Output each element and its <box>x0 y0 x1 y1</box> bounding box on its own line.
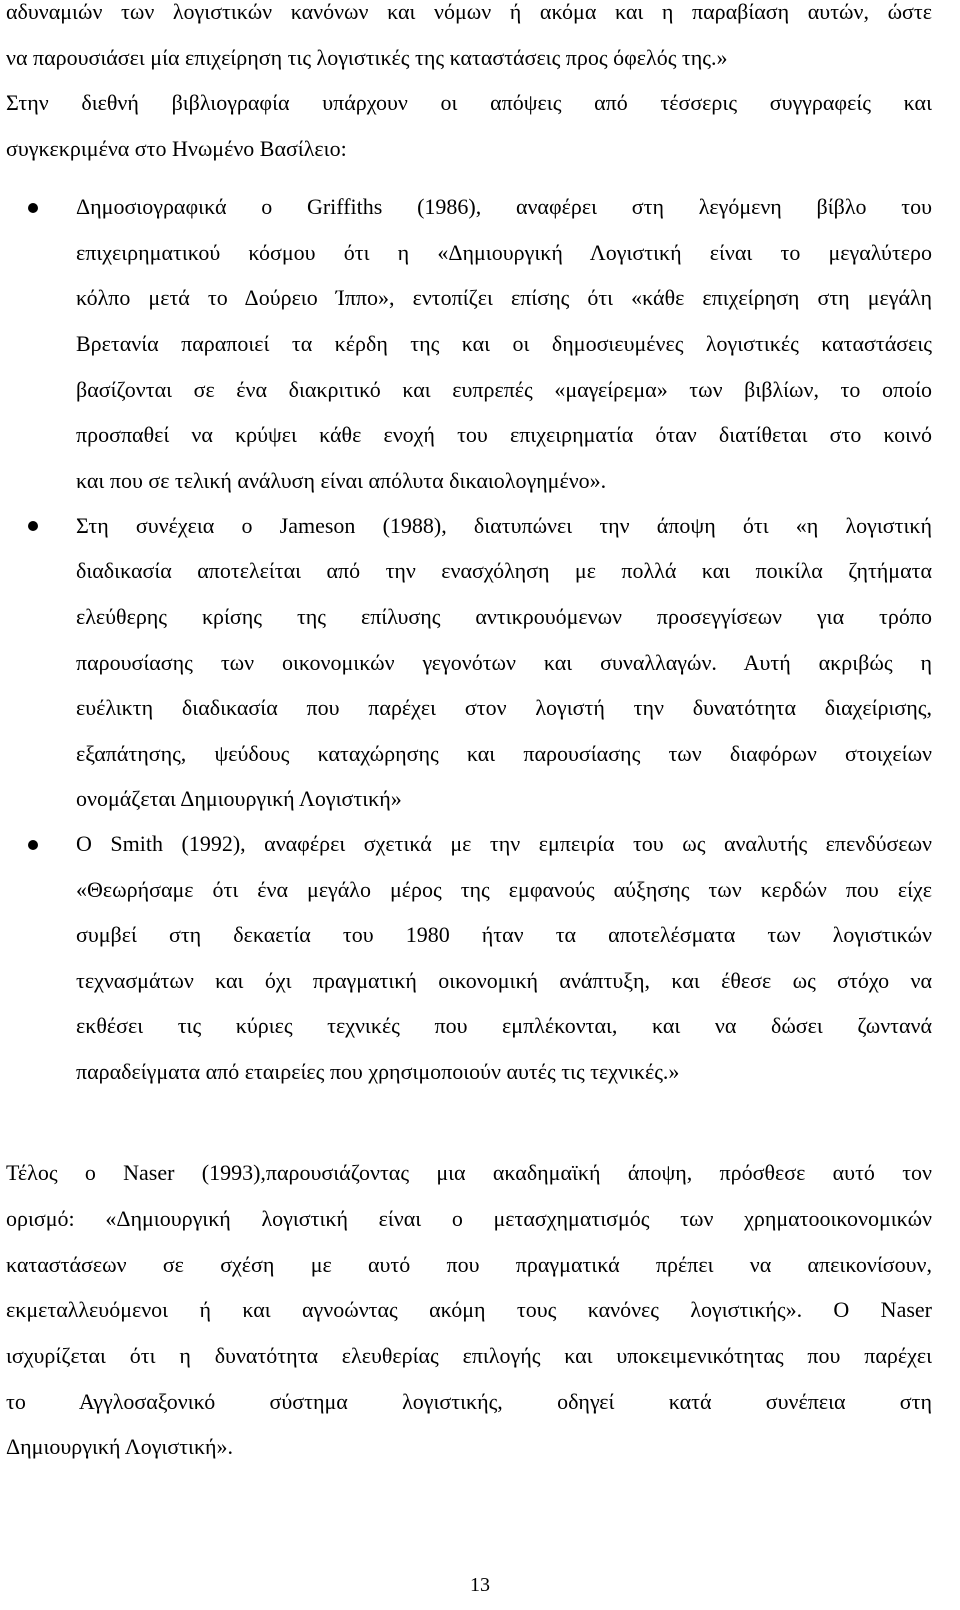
bullet-2-line: Στη συνέχεια ο Jameson (1988), διατυπώνει την άποψη ότι «η λογιστική <box>76 513 932 538</box>
bullet-3-line: «Θεωρήσαμε ότι ένα μεγάλο μέρος της εμφανούς αύξησης των κερδών που είχε <box>76 877 932 902</box>
bullet-2-line: εξαπάτησης, ψεύδους καταχώρησης και παρουσίασης των διαφόρων στοιχείων <box>76 741 932 766</box>
closing-line: Τέλος ο Naser (1993),παρουσιάζοντας μια ακαδημαϊκή άποψη, πρόσθεσε αυτό τον <box>6 1160 932 1185</box>
bullet-1-line: Δημοσιογραφικά ο Griffiths (1986), αναφέρει στη λεγόμενη βίβλο του <box>76 194 932 219</box>
bullet-2-line: ελεύθερης κρίσης της επίλυσης αντικρουόμενων προσεγγίσεων για τρόπο <box>76 604 932 629</box>
bullet-marker <box>28 521 38 531</box>
closing-line: το Αγγλοσαξονικό σύστημα λογιστικής, οδηγεί κατά συνέπεια στη <box>6 1389 932 1414</box>
closing-line: εκμεταλλευόμενοι ή και αγνοώντας ακόμη τους κανόνες λογιστικής». Ο Naser <box>6 1297 932 1322</box>
bullet-2-line: ονομάζεται Δημιουργική Λογιστική» <box>76 786 402 811</box>
page-number: 13 <box>470 1574 490 1596</box>
bullet-3-line: εκθέσει τις κύριες τεχνικές που εμπλέκονται, και να δώσει ζωντανά <box>76 1013 932 1038</box>
intro-line: να παρουσιάσει μία επιχείρηση τις λογιστικές της καταστάσεις προς όφελός της.» <box>6 45 728 70</box>
bullet-marker <box>28 203 38 213</box>
closing-line: Δημιουργική Λογιστική». <box>6 1434 234 1459</box>
intro-line: Στην διεθνή βιβλιογραφία υπάρχουν οι απόψεις από τέσσερις συγγραφείς και <box>6 90 932 115</box>
closing-line: καταστάσεων σε σχέση με αυτό που πραγματικά πρέπει να απεικονίσουν, <box>6 1252 932 1277</box>
bullet-1-line: προσπαθεί να κρύψει κάθε ενοχή του επιχειρηματία όταν διατίθεται στο κοινό <box>76 422 932 447</box>
bullet-2-line: διαδικασία αποτελείται από την ενασχόληση με πολλά και ποικίλα ζητήματα <box>76 558 932 583</box>
bullet-3-line: Ο Smith (1992), αναφέρει σχετικά με την εμπειρία του ως αναλυτής επενδύσεων <box>76 831 932 856</box>
closing-line: ορισμό: «Δημιουργική λογιστική είναι ο μετασχηματισμός των χρηματοοικονομικών <box>6 1206 932 1231</box>
bullet-1-line: επιχειρηματικού κόσμου ότι η «Δημιουργική Λογιστική είναι το μεγαλύτερο <box>76 240 932 265</box>
bullet-1-line: Βρετανία παραποιεί τα κέρδη της και οι δημοσιευμένες λογιστικές καταστάσεις <box>76 331 932 356</box>
bullet-1-line: κόλπο μετά το Δούρειο Ίππο», εντοπίζει επίσης ότι «κάθε επιχείρηση στη μεγάλη <box>76 285 932 310</box>
intro-line: συγκεκριμένα στο Ηνωμένο Βασίλειο: <box>6 136 347 161</box>
bullet-3-line: παραδείγματα από εταιρείες που χρησιμοποιούν αυτές τις τεχνικές.» <box>76 1059 680 1084</box>
bullet-3-line: συμβεί στη δεκαετία του 1980 ήταν τα αποτελέσματα των λογιστικών <box>76 922 932 947</box>
bullet-1-line: και που σε τελική ανάλυση είναι απόλυτα δικαιολογημένο». <box>76 468 607 493</box>
closing-line: ισχυρίζεται ότι η δυνατότητα ελευθερίας επιλογής και υποκειμενικότητας που παρέχει <box>6 1343 932 1368</box>
bullet-2-line: ευέλικτη διαδικασία που παρέχει στον λογιστή την δυνατότητα διαχείρισης, <box>76 695 932 720</box>
intro-line: αδυναμιών των λογιστικών κανόνων και νόμων ή ακόμα και η παραβίαση αυτών, ώστε <box>6 0 932 24</box>
bullet-3-line: τεχνασμάτων και όχι πραγματική οικονομική ανάπτυξη, και έθεσε ως στόχο να <box>76 968 932 993</box>
bullet-2-line: παρουσίασης των οικονομικών γεγονότων και συναλλαγών. Αυτή ακριβώς η <box>76 650 932 675</box>
bullet-marker <box>28 840 38 850</box>
bullet-1-line: βασίζονται σε ένα διακριτικό και ευπρεπές «μαγείρεμα» των βιβλίων, το οποίο <box>76 377 932 402</box>
